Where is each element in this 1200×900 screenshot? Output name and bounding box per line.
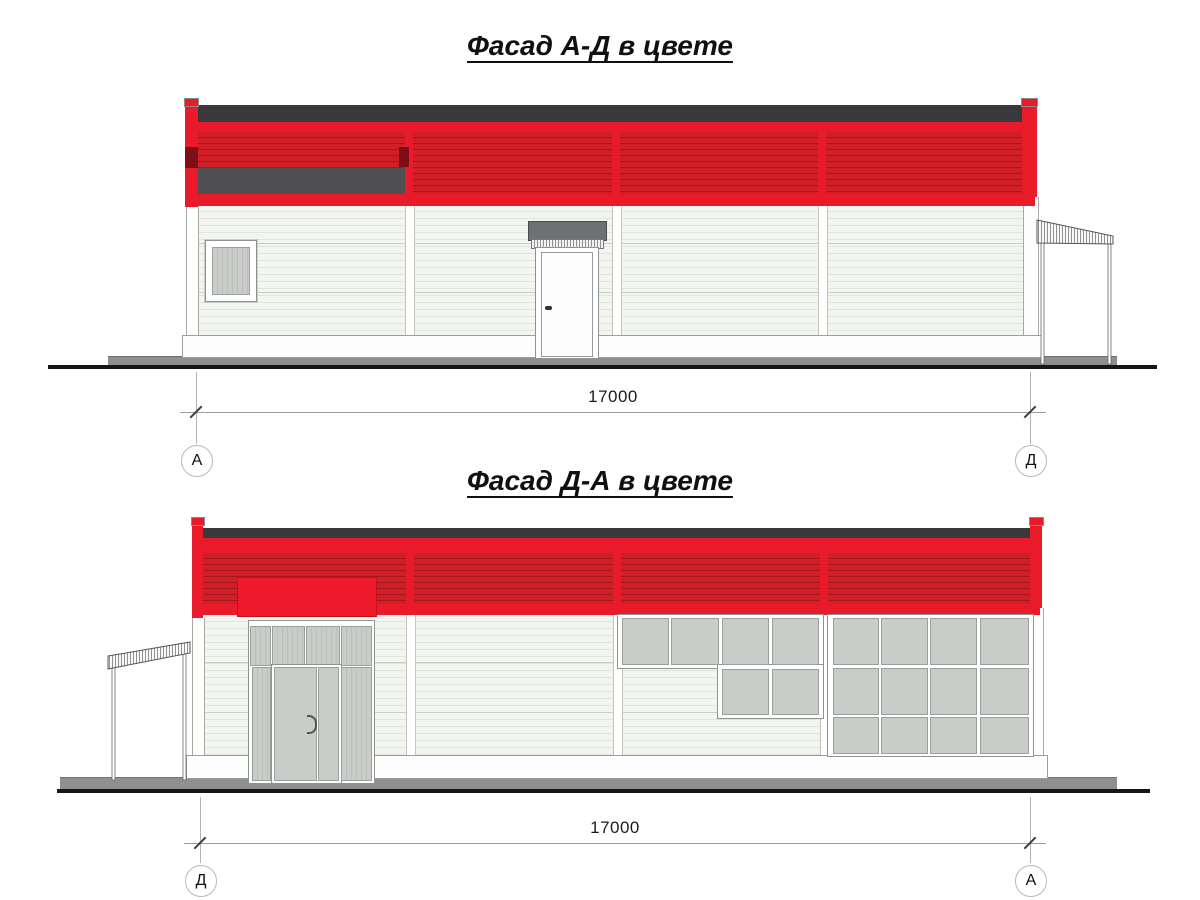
window-pane [980, 717, 1029, 754]
panel-joint [818, 205, 828, 335]
extension-line [1030, 797, 1031, 863]
window-pane [980, 618, 1029, 665]
ground-line [48, 365, 1157, 369]
axis-letter: Д [195, 872, 207, 889]
sidelight-pane [341, 667, 372, 781]
dark-red-block [185, 147, 198, 168]
dark-red-block [399, 147, 409, 167]
pilaster-cap [1021, 98, 1038, 107]
window-pane [881, 618, 928, 665]
entrance-sign-band [237, 577, 377, 617]
axis-letter: Д [1025, 452, 1037, 469]
dimension-value: 17000 [590, 818, 640, 837]
window-pane [881, 717, 928, 754]
panel-joint [405, 205, 415, 335]
pilaster-right [1030, 517, 1042, 608]
red-fascia [197, 122, 1022, 132]
axis-marker-right [1015, 865, 1047, 897]
plinth [182, 335, 1042, 358]
dimension-value: 17000 [588, 387, 638, 406]
transom-pane [341, 626, 372, 666]
red-panel-joint [612, 132, 620, 194]
entrance-door-leaf-narrow [318, 667, 339, 781]
window-pane [212, 247, 250, 295]
pilaster-cap [184, 98, 199, 107]
window-pane [833, 618, 879, 665]
dimension-line [180, 412, 1046, 413]
window-pane [980, 668, 1029, 715]
dimension-line [184, 843, 1046, 844]
transom-pane [250, 626, 271, 666]
pilaster-right [1022, 98, 1037, 197]
transom-pane [272, 626, 305, 666]
facade-da-title: Фасад Д-А в цвете [467, 465, 733, 496]
red-fascia [203, 538, 1030, 553]
window-pane [930, 618, 977, 665]
transom-pane [306, 626, 340, 666]
dark-gray-band [198, 168, 405, 194]
ground-line [57, 789, 1150, 793]
facade-ad-title: Фасад А-Д в цвете [467, 30, 733, 61]
axis-letter: А [1025, 872, 1037, 889]
roof-parapet-strip [197, 105, 1022, 122]
corner-trim-left [186, 205, 199, 335]
panel-joint [612, 205, 622, 335]
window-pane [772, 669, 819, 715]
window-pane [722, 618, 769, 665]
pilaster-left [192, 517, 203, 618]
red-panel-joint [818, 132, 826, 194]
axis-letter: А [191, 452, 203, 469]
window-pane [930, 717, 977, 754]
window-pane [722, 669, 769, 715]
window-pane [833, 717, 879, 754]
red-panel-joint [613, 553, 621, 604]
pilaster-cap [191, 517, 205, 526]
door-handle [545, 306, 552, 310]
pilaster-cap [1029, 517, 1044, 526]
extension-line [200, 797, 201, 863]
window-pane [772, 618, 819, 665]
sidelight-pane [252, 667, 271, 781]
door-canopy [528, 221, 607, 241]
window-pane [930, 668, 977, 715]
window-pane [671, 618, 719, 665]
lean-to-canopy-right [1035, 215, 1120, 365]
red-panel-joint [820, 553, 828, 604]
window-pane [881, 668, 928, 715]
panel-joint [406, 615, 416, 755]
door-leaf [541, 252, 593, 357]
red-panel-joint [406, 553, 414, 604]
axis-marker-left [185, 865, 217, 897]
red-band-bottom [197, 194, 1035, 206]
lean-to-canopy-left [103, 638, 195, 783]
roof-parapet-strip [203, 528, 1030, 538]
window-pane [622, 618, 669, 665]
window-pane [833, 668, 879, 715]
